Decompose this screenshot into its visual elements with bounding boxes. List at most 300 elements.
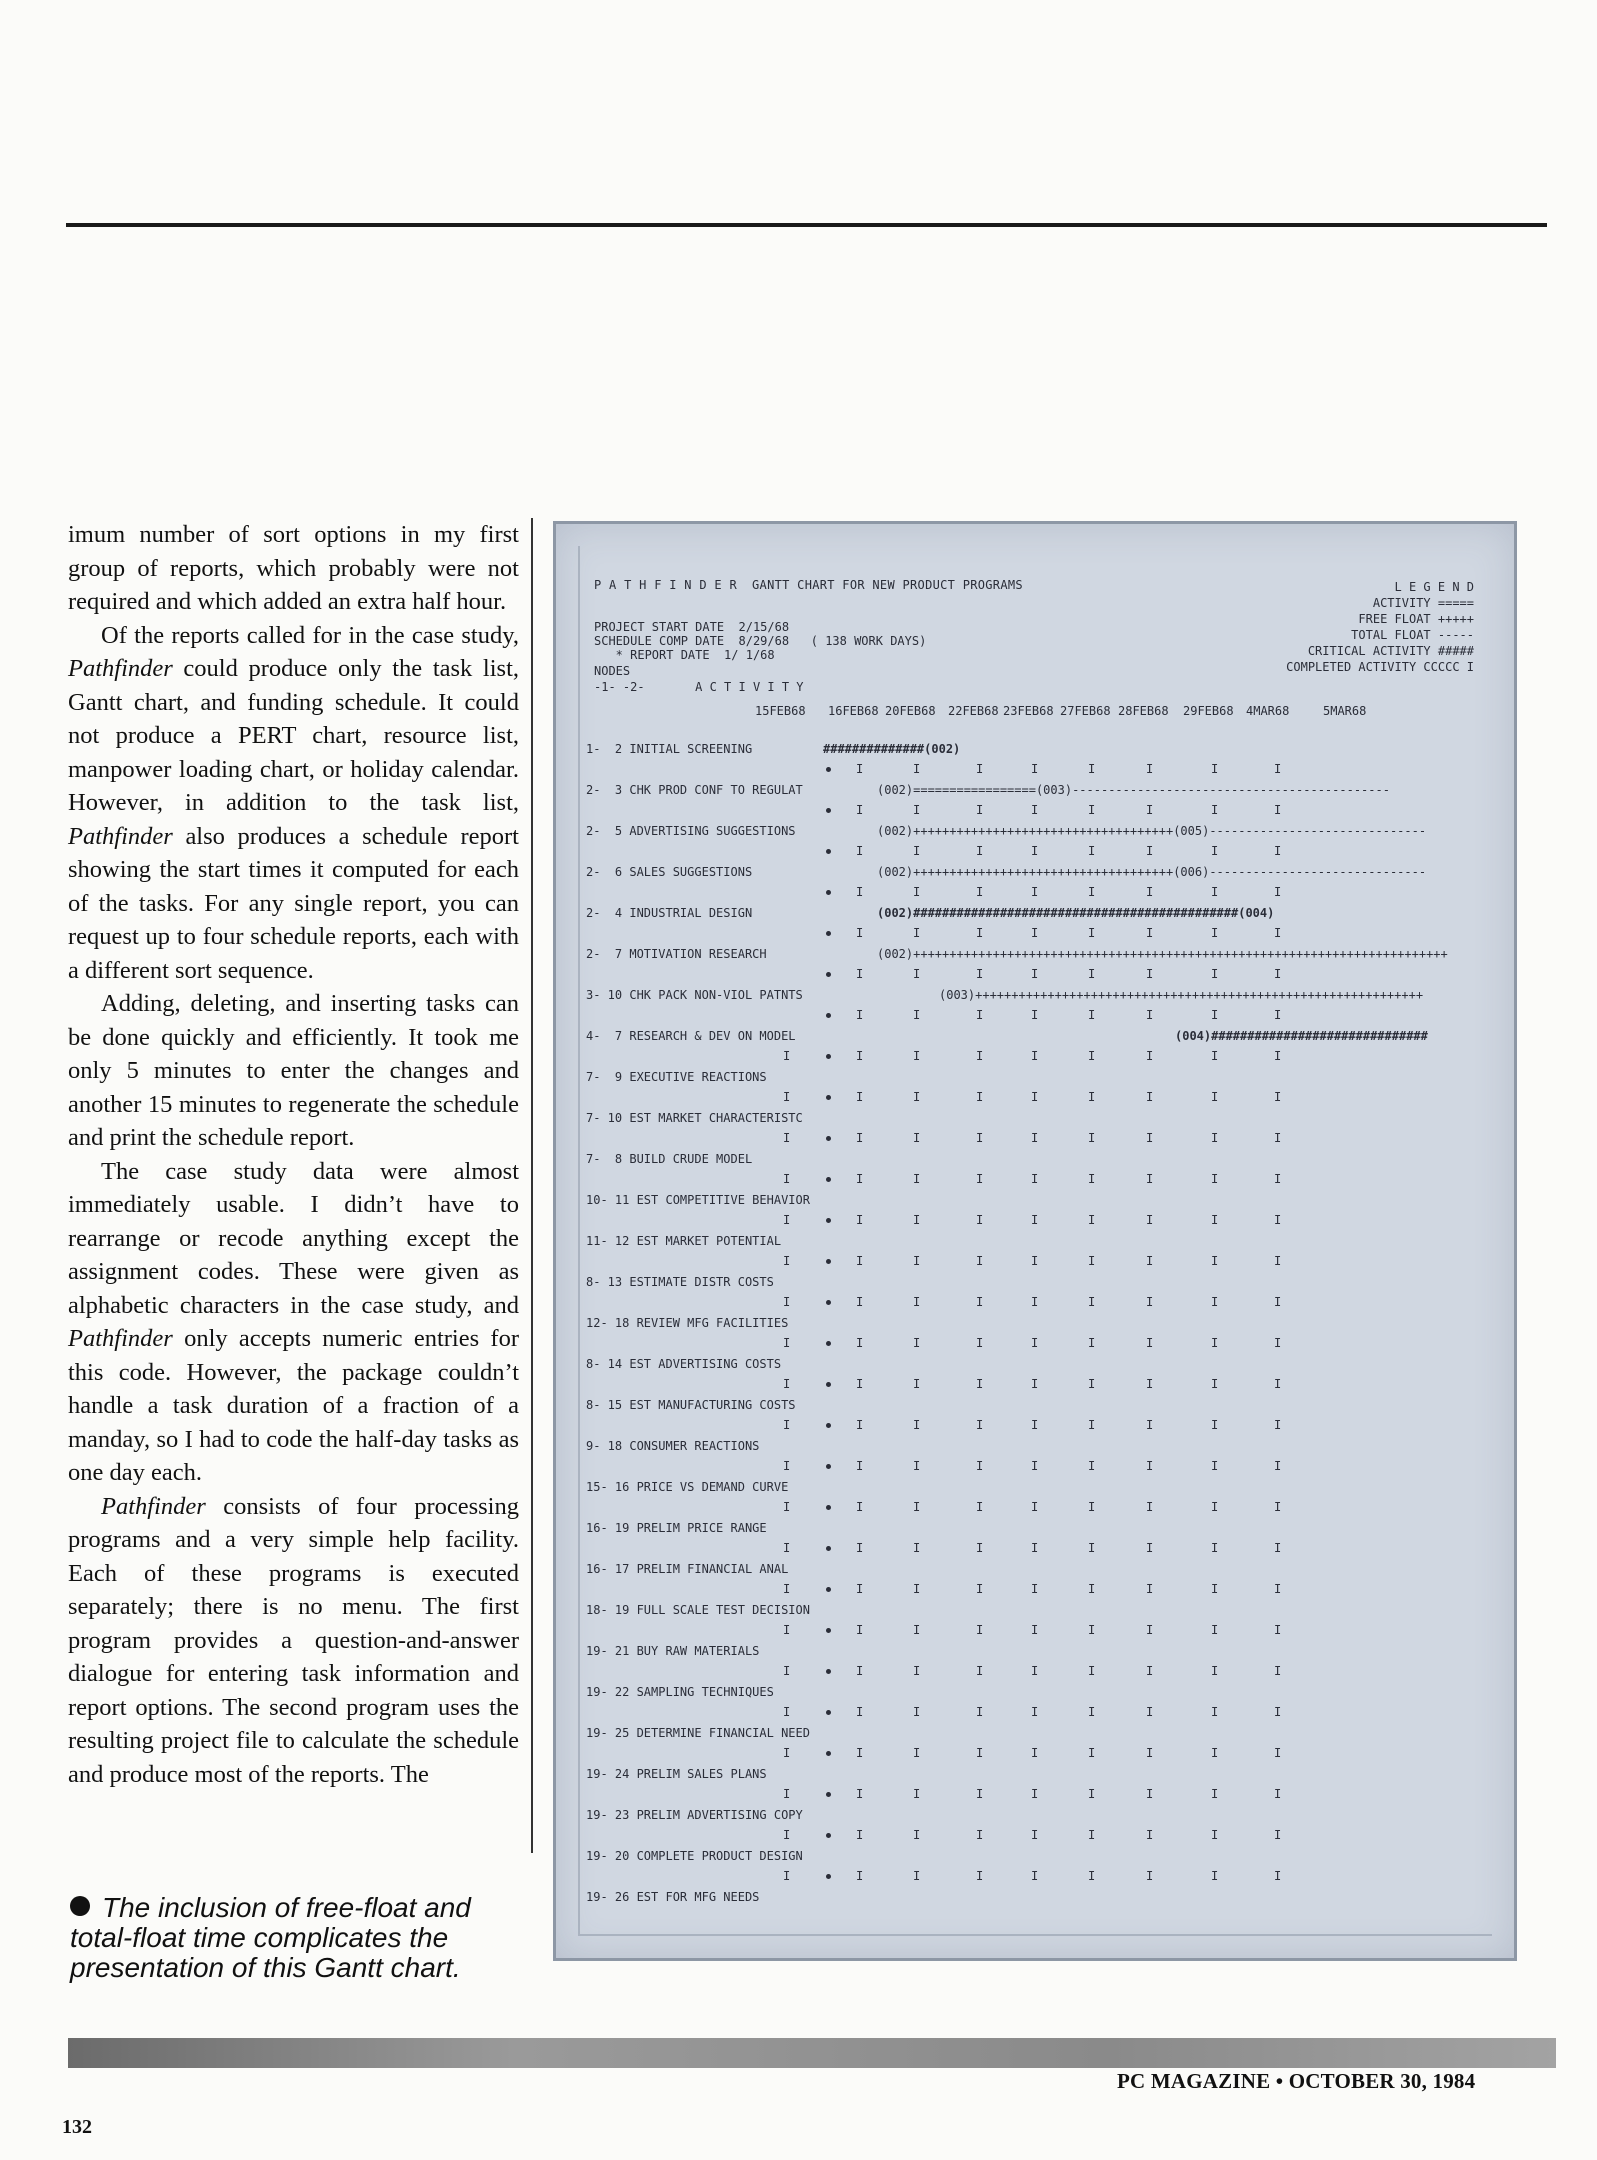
grid-tick: I xyxy=(1088,1418,1096,1432)
task-label: 16- 17 PRELIM FINANCIAL ANAL xyxy=(586,1562,789,1576)
task-label: 2- 3 CHK PROD CONF TO REGULAT xyxy=(586,783,803,797)
grid-tick: I xyxy=(1146,1582,1154,1596)
text-run: The case study data were almost immediately usable. I didn’t have to rearrange or recode anything except the assignment codes. These were given as alphabetic characters in the case study, and xyxy=(68,1157,519,1319)
grid-tick: I xyxy=(976,1336,984,1350)
grid-tick: I xyxy=(1146,1828,1154,1842)
legend-entry: FREE FLOAT +++++ xyxy=(1358,612,1474,626)
grid-tick: I xyxy=(1146,1623,1154,1637)
grid-tick: I xyxy=(856,1213,864,1227)
grid-tick: I xyxy=(1274,1377,1282,1391)
row-marker xyxy=(826,1136,831,1141)
grid-tick: I xyxy=(1031,967,1039,981)
grid-tick: I xyxy=(856,1869,864,1883)
grid-tick: I xyxy=(976,762,984,776)
grid-tick: I xyxy=(913,1295,921,1309)
grid-tick: I xyxy=(1211,1787,1219,1801)
grid-tick: I xyxy=(1031,1131,1039,1145)
grid-tick: I xyxy=(783,1336,791,1350)
grid-tick: I xyxy=(1211,762,1219,776)
grid-tick: I xyxy=(1088,1582,1096,1596)
grid-tick: I xyxy=(856,1582,864,1596)
row-marker xyxy=(826,1751,831,1756)
grid-tick: I xyxy=(1211,1131,1219,1145)
grid-tick: I xyxy=(1146,803,1154,817)
grid-tick: I xyxy=(1031,1705,1039,1719)
grid-tick: I xyxy=(1031,1418,1039,1432)
grid-tick: I xyxy=(1088,1336,1096,1350)
grid-tick: I xyxy=(1088,762,1096,776)
date-tick-label: 20FEB68 xyxy=(885,704,936,718)
grid-tick: I xyxy=(1146,1172,1154,1186)
legend-entry: TOTAL FLOAT ----- xyxy=(1351,628,1474,642)
grid-tick: I xyxy=(913,1869,921,1883)
grid-tick: I xyxy=(1211,1049,1219,1063)
grid-tick: I xyxy=(1274,967,1282,981)
row-marker xyxy=(826,1341,831,1346)
row-marker xyxy=(826,1218,831,1223)
grid-tick: I xyxy=(1031,1254,1039,1268)
task-label: 7- 10 EST MARKET CHARACTERISTC xyxy=(586,1111,803,1125)
grid-tick: I xyxy=(1088,1213,1096,1227)
grid-tick: I xyxy=(783,1172,791,1186)
grid-tick: I xyxy=(1031,1828,1039,1842)
grid-tick: I xyxy=(1274,1828,1282,1842)
grid-tick: I xyxy=(1146,1213,1154,1227)
grid-tick: I xyxy=(1274,1664,1282,1678)
grid-tick: I xyxy=(976,1213,984,1227)
article-paragraph xyxy=(68,518,519,619)
grid-tick: I xyxy=(783,1295,791,1309)
grid-tick: I xyxy=(1274,1336,1282,1350)
grid-tick: I xyxy=(1031,1623,1039,1637)
grid-tick: I xyxy=(1146,844,1154,858)
grid-tick: I xyxy=(1031,1336,1039,1350)
grid-tick: I xyxy=(1088,967,1096,981)
grid-tick: I xyxy=(913,1377,921,1391)
grid-tick: I xyxy=(1146,1418,1154,1432)
task-bar: ##############(002) xyxy=(823,742,961,756)
row-marker xyxy=(826,767,831,772)
row-marker xyxy=(826,1505,831,1510)
grid-tick: I xyxy=(1146,1541,1154,1555)
grid-tick: I xyxy=(1274,1459,1282,1473)
row-marker xyxy=(826,972,831,977)
task-label: 7- 8 BUILD CRUDE MODEL xyxy=(586,1152,753,1166)
row-marker xyxy=(826,1177,831,1182)
grid-tick: I xyxy=(1274,885,1282,899)
grid-tick: I xyxy=(783,1582,791,1596)
grid-tick: I xyxy=(1146,1131,1154,1145)
grid-tick: I xyxy=(1146,1746,1154,1760)
grid-tick: I xyxy=(856,1746,864,1760)
grid-tick: I xyxy=(783,1828,791,1842)
row-marker xyxy=(826,1546,831,1551)
grid-tick: I xyxy=(1274,1131,1282,1145)
task-bar: (002)=================(003)-------------------------------------------- xyxy=(877,783,1390,797)
grid-tick: I xyxy=(1146,1459,1154,1473)
grid-tick: I xyxy=(1211,1746,1219,1760)
grid-tick: I xyxy=(1211,1541,1219,1555)
text-run: also produces a schedule report showing the start times it computed for each of the tasks. For any single report, you can request up to four schedule reports, each with a different sort sequence. xyxy=(68,822,519,984)
date-tick-label: 15FEB68 xyxy=(755,704,806,718)
header-line: -1- -2- A C T I V I T Y xyxy=(594,680,804,694)
caption-text: The inclusion of free-float and total-float time complicates the presentation of this Gantt chart. xyxy=(70,1892,471,1983)
grid-tick: I xyxy=(1088,1295,1096,1309)
grid-tick: I xyxy=(1274,1705,1282,1719)
grid-tick: I xyxy=(913,1008,921,1022)
grid-tick: I xyxy=(976,885,984,899)
grid-tick: I xyxy=(1031,1008,1039,1022)
row-marker xyxy=(826,1710,831,1715)
task-label: 15- 16 PRICE VS DEMAND CURVE xyxy=(586,1480,789,1494)
task-label: 19- 20 COMPLETE PRODUCT DESIGN xyxy=(586,1849,803,1863)
grid-tick: I xyxy=(1031,1172,1039,1186)
grid-tick: I xyxy=(913,1459,921,1473)
grid-tick: I xyxy=(976,1090,984,1104)
row-marker xyxy=(826,1874,831,1879)
grid-tick: I xyxy=(1211,1459,1219,1473)
grid-tick: I xyxy=(1211,1664,1219,1678)
row-marker xyxy=(826,1095,831,1100)
grid-tick: I xyxy=(1146,926,1154,940)
grid-tick: I xyxy=(783,1131,791,1145)
grid-tick: I xyxy=(1031,1787,1039,1801)
task-bar: (003)++++++++++++++++++++++++++++++++++++++++++++++++++++++++++++++ xyxy=(939,988,1424,1002)
grid-tick: I xyxy=(976,1869,984,1883)
task-label: 18- 19 FULL SCALE TEST DECISION xyxy=(586,1603,810,1617)
grid-tick: I xyxy=(976,1377,984,1391)
grid-tick: I xyxy=(1146,1254,1154,1268)
task-label: 19- 22 SAMPLING TECHNIQUES xyxy=(586,1685,774,1699)
grid-tick: I xyxy=(976,1254,984,1268)
grid-tick: I xyxy=(913,1541,921,1555)
grid-tick: I xyxy=(1031,1459,1039,1473)
grid-tick: I xyxy=(1274,803,1282,817)
grid-tick: I xyxy=(1274,762,1282,776)
task-label: 1- 2 INITIAL SCREENING xyxy=(586,742,753,756)
grid-tick: I xyxy=(1211,1336,1219,1350)
task-label: 19- 26 EST FOR MFG NEEDS xyxy=(586,1890,760,1904)
article-paragraph xyxy=(68,1490,519,1792)
date-tick-label: 27FEB68 xyxy=(1060,704,1111,718)
grid-tick: I xyxy=(1211,1008,1219,1022)
grid-tick: I xyxy=(1146,1664,1154,1678)
grid-tick: I xyxy=(913,1254,921,1268)
date-tick-label: 29FEB68 xyxy=(1183,704,1234,718)
grid-tick: I xyxy=(856,1787,864,1801)
grid-tick: I xyxy=(1088,1664,1096,1678)
grid-tick: I xyxy=(1088,1459,1096,1473)
date-tick-label: 28FEB68 xyxy=(1118,704,1169,718)
grid-tick: I xyxy=(1146,1336,1154,1350)
grid-tick: I xyxy=(976,1049,984,1063)
grid-tick: I xyxy=(1274,1869,1282,1883)
grid-tick: I xyxy=(1146,1049,1154,1063)
grid-tick: I xyxy=(1031,762,1039,776)
grid-tick: I xyxy=(1031,885,1039,899)
grid-tick: I xyxy=(913,1664,921,1678)
date-tick-label: 5MAR68 xyxy=(1323,704,1367,718)
grid-tick: I xyxy=(976,1500,984,1514)
task-bar: (002)++++++++++++++++++++++++++++++++++++(006)------------------------------ xyxy=(877,865,1427,879)
grid-tick: I xyxy=(1274,1623,1282,1637)
grid-tick: I xyxy=(976,1623,984,1637)
grid-tick: I xyxy=(1274,844,1282,858)
row-marker xyxy=(826,1259,831,1264)
grid-tick: I xyxy=(976,1746,984,1760)
grid-tick: I xyxy=(1211,926,1219,940)
top-rule xyxy=(66,223,1547,227)
date-tick-label: 23FEB68 xyxy=(1003,704,1054,718)
grid-tick: I xyxy=(1274,1746,1282,1760)
date-tick-label: 16FEB68 xyxy=(828,704,879,718)
italic-run: Pathfinder xyxy=(68,822,173,850)
grid-tick: I xyxy=(1211,844,1219,858)
row-marker xyxy=(826,1628,831,1633)
grid-tick: I xyxy=(976,1828,984,1842)
grid-tick: I xyxy=(1088,1377,1096,1391)
grid-tick: I xyxy=(783,1418,791,1432)
grid-tick: I xyxy=(1211,1582,1219,1596)
grid-tick: I xyxy=(783,1623,791,1637)
task-label: 7- 9 EXECUTIVE REACTIONS xyxy=(586,1070,767,1084)
grid-tick: I xyxy=(976,1418,984,1432)
task-bar: (004)############################## xyxy=(1175,1029,1428,1043)
grid-tick: I xyxy=(856,844,864,858)
grid-tick: I xyxy=(976,844,984,858)
task-label: 8- 15 EST MANUFACTURING COSTS xyxy=(586,1398,796,1412)
row-marker xyxy=(826,890,831,895)
row-marker xyxy=(826,1423,831,1428)
grid-tick: I xyxy=(1274,926,1282,940)
grid-tick: I xyxy=(1031,1541,1039,1555)
grid-tick: I xyxy=(1088,803,1096,817)
grid-tick: I xyxy=(856,885,864,899)
footer-bar xyxy=(68,2038,1556,2068)
task-label: 19- 24 PRELIM SALES PLANS xyxy=(586,1767,767,1781)
header-line: PROJECT START DATE 2/15/68 xyxy=(594,620,790,634)
grid-tick: I xyxy=(976,1705,984,1719)
grid-tick: I xyxy=(913,1418,921,1432)
grid-tick: I xyxy=(1031,1090,1039,1104)
grid-tick: I xyxy=(1088,926,1096,940)
task-label: 4- 7 RESEARCH & DEV ON MODEL xyxy=(586,1029,796,1043)
grid-tick: I xyxy=(913,1500,921,1514)
grid-tick: I xyxy=(913,1746,921,1760)
grid-tick: I xyxy=(856,1664,864,1678)
task-label: 9- 18 CONSUMER REACTIONS xyxy=(586,1439,760,1453)
grid-tick: I xyxy=(1274,1295,1282,1309)
row-marker xyxy=(826,808,831,813)
grid-tick: I xyxy=(1031,1582,1039,1596)
grid-tick: I xyxy=(856,803,864,817)
grid-tick: I xyxy=(913,1582,921,1596)
text-run: Of the reports called for in the case study, xyxy=(101,621,519,649)
task-bar: (002)++++++++++++++++++++++++++++++++++++(005)------------------------------ xyxy=(877,824,1427,838)
grid-tick: I xyxy=(913,1049,921,1063)
grid-tick: I xyxy=(1088,1049,1096,1063)
grid-tick: I xyxy=(1031,1869,1039,1883)
grid-tick: I xyxy=(856,1541,864,1555)
grid-tick: I xyxy=(1146,967,1154,981)
task-label: 2- 6 SALES SUGGESTIONS xyxy=(586,865,753,879)
row-marker xyxy=(826,1013,831,1018)
grid-tick: I xyxy=(1146,1377,1154,1391)
grid-tick: I xyxy=(1211,1705,1219,1719)
grid-tick: I xyxy=(976,1459,984,1473)
grid-tick: I xyxy=(1146,1787,1154,1801)
grid-tick: I xyxy=(856,1049,864,1063)
grid-tick: I xyxy=(1211,1295,1219,1309)
grid-tick: I xyxy=(913,1787,921,1801)
grid-tick: I xyxy=(856,1459,864,1473)
grid-tick: I xyxy=(1274,1172,1282,1186)
grid-tick: I xyxy=(1274,1049,1282,1063)
grid-tick: I xyxy=(913,844,921,858)
task-label: 2- 5 ADVERTISING SUGGESTIONS xyxy=(586,824,796,838)
row-marker xyxy=(826,1382,831,1387)
grid-tick: I xyxy=(783,1664,791,1678)
task-label: 2- 4 INDUSTRIAL DESIGN xyxy=(586,906,753,920)
grid-tick: I xyxy=(1088,1131,1096,1145)
row-marker xyxy=(826,1054,831,1059)
grid-tick: I xyxy=(856,926,864,940)
task-label: 12- 18 REVIEW MFG FACILITIES xyxy=(586,1316,789,1330)
header-line: NODES xyxy=(594,664,631,678)
article-paragraph xyxy=(68,619,519,988)
grid-tick: I xyxy=(783,1090,791,1104)
task-label: 8- 13 ESTIMATE DISTR COSTS xyxy=(586,1275,774,1289)
figure-caption xyxy=(70,1893,510,1983)
grid-tick: I xyxy=(1088,1705,1096,1719)
grid-tick: I xyxy=(976,967,984,981)
grid-tick: I xyxy=(1274,1500,1282,1514)
grid-tick: I xyxy=(1211,1623,1219,1637)
grid-tick: I xyxy=(1274,1418,1282,1432)
grid-tick: I xyxy=(856,1377,864,1391)
task-label: 2- 7 MOTIVATION RESEARCH xyxy=(586,947,767,961)
grid-tick: I xyxy=(913,1172,921,1186)
task-bar: (002)++++++++++++++++++++++++++++++++++++++++++++++++++++++++++++++++++++++++++ xyxy=(877,947,1448,961)
grid-tick: I xyxy=(1146,1705,1154,1719)
grid-tick: I xyxy=(913,1623,921,1637)
text-run: could produce only the task list, Gantt chart, and funding schedule. It could not produce a PERT chart, resource list, manpower loading chart, or holiday calendar. However, in addition to the task list, xyxy=(68,655,519,816)
article-paragraph xyxy=(68,1155,519,1490)
task-label: 10- 11 EST COMPETITIVE BEHAVIOR xyxy=(586,1193,810,1207)
grid-tick: I xyxy=(1031,1049,1039,1063)
grid-tick: I xyxy=(1088,1869,1096,1883)
row-marker xyxy=(826,1300,831,1305)
grid-tick: I xyxy=(1146,762,1154,776)
grid-tick: I xyxy=(1146,1500,1154,1514)
grid-tick: I xyxy=(976,1295,984,1309)
grid-tick: I xyxy=(1146,1295,1154,1309)
task-label: 11- 12 EST MARKET POTENTIAL xyxy=(586,1234,782,1248)
grid-tick: I xyxy=(1274,1254,1282,1268)
grid-tick: I xyxy=(1211,967,1219,981)
grid-tick: I xyxy=(1088,1787,1096,1801)
grid-tick: I xyxy=(1274,1582,1282,1596)
grid-tick: I xyxy=(1088,1746,1096,1760)
grid-tick: I xyxy=(1211,1254,1219,1268)
row-marker xyxy=(826,1464,831,1469)
grid-tick: I xyxy=(783,1541,791,1555)
grid-tick: I xyxy=(1031,926,1039,940)
grid-tick: I xyxy=(1088,1172,1096,1186)
grid-tick: I xyxy=(1146,1008,1154,1022)
grid-tick: I xyxy=(856,1090,864,1104)
grid-tick: I xyxy=(913,762,921,776)
grid-tick: I xyxy=(856,1336,864,1350)
grid-tick: I xyxy=(913,1131,921,1145)
grid-tick: I xyxy=(976,926,984,940)
grid-tick: I xyxy=(1031,1746,1039,1760)
grid-tick: I xyxy=(913,1213,921,1227)
grid-tick: I xyxy=(856,762,864,776)
italic-run: Pathfinder xyxy=(68,655,173,682)
grid-tick: I xyxy=(1088,844,1096,858)
grid-tick: I xyxy=(913,1090,921,1104)
task-label: 19- 23 PRELIM ADVERTISING COPY xyxy=(586,1808,803,1822)
grid-tick: I xyxy=(913,1705,921,1719)
grid-tick: I xyxy=(913,885,921,899)
grid-tick: I xyxy=(783,1869,791,1883)
grid-tick: I xyxy=(1211,803,1219,817)
grid-tick: I xyxy=(783,1254,791,1268)
grid-tick: I xyxy=(783,1746,791,1760)
grid-tick: I xyxy=(976,1582,984,1596)
grid-tick: I xyxy=(783,1377,791,1391)
text-run: only accepts numeric entries for this code. However, the package couldn’t handle a task duration of a fraction of a manday, so I had to code the half-day tasks as one day each. xyxy=(68,1325,519,1486)
row-marker xyxy=(826,931,831,936)
grid-tick: I xyxy=(1088,1623,1096,1637)
grid-tick: I xyxy=(1031,1500,1039,1514)
grid-tick: I xyxy=(783,1049,791,1063)
legend-entry: ACTIVITY ===== xyxy=(1372,596,1474,610)
grid-tick: I xyxy=(1211,1172,1219,1186)
legend-entry: COMPLETED ACTIVITY CCCCC I xyxy=(1286,660,1474,674)
legend-entry: CRITICAL ACTIVITY ##### xyxy=(1307,644,1474,658)
row-marker xyxy=(826,1833,831,1838)
grid-tick: I xyxy=(976,1172,984,1186)
grid-tick: I xyxy=(856,1828,864,1842)
article-paragraph xyxy=(68,987,519,1155)
row-marker xyxy=(826,1587,831,1592)
grid-tick: I xyxy=(1211,1090,1219,1104)
grid-tick: I xyxy=(1088,1541,1096,1555)
grid-tick: I xyxy=(1031,844,1039,858)
grid-tick: I xyxy=(913,803,921,817)
grid-tick: I xyxy=(1274,1090,1282,1104)
grid-tick: I xyxy=(856,1500,864,1514)
grid-tick: I xyxy=(856,1172,864,1186)
grid-tick: I xyxy=(1031,1377,1039,1391)
row-marker xyxy=(826,849,831,854)
grid-tick: I xyxy=(1146,1869,1154,1883)
task-bar: (002)#############################################(004) xyxy=(877,906,1275,920)
grid-tick: I xyxy=(1274,1213,1282,1227)
article-body xyxy=(68,518,519,1791)
grid-tick: I xyxy=(913,1336,921,1350)
text-run: consists of four processing programs and a very simple help facility. Each of these programs is executed separately; there is no menu. The first program provides a question-and-answer dialogue for entering task information and report options. The second program uses the resulting project file to calculate the schedule and produce most of the reports. The xyxy=(68,1492,519,1788)
grid-tick: I xyxy=(1088,885,1096,899)
grid-tick: I xyxy=(856,1254,864,1268)
grid-tick: I xyxy=(976,1664,984,1678)
grid-tick: I xyxy=(1031,1295,1039,1309)
text-run: imum number of sort options in my first group of reports, which probably were not required and which added an extra half hour. xyxy=(68,521,519,615)
grid-tick: I xyxy=(856,967,864,981)
grid-tick: I xyxy=(1274,1541,1282,1555)
